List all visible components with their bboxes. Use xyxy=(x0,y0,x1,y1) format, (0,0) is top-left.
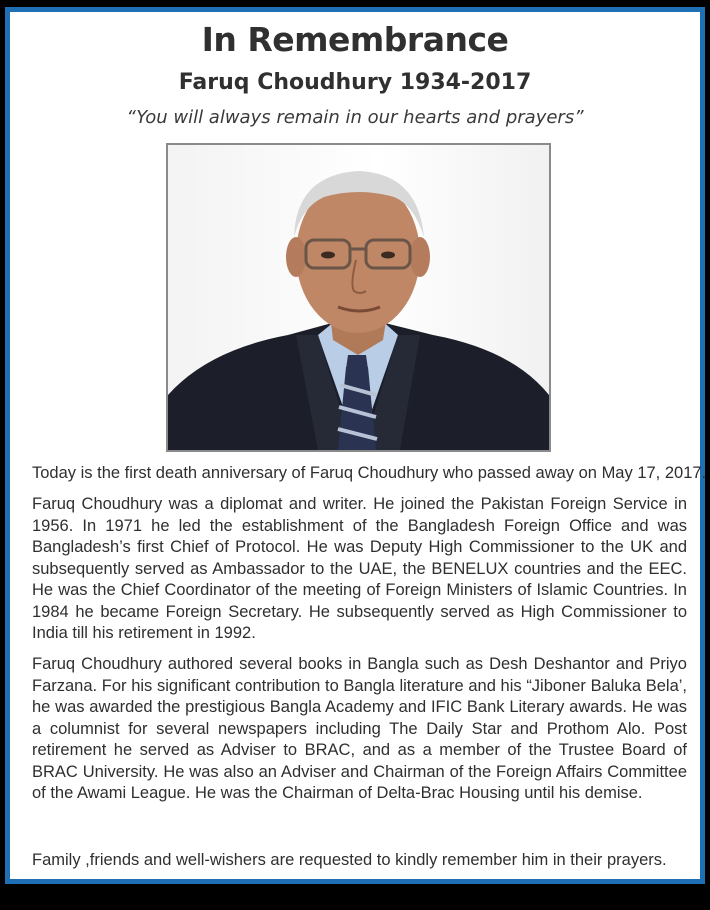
name-and-years: Faruq Choudhury 1934-2017 xyxy=(178,70,532,95)
portrait-photo xyxy=(166,143,551,452)
closing-request: Family ,friends and well-wishers are requested to kindly remember him in their prayers. xyxy=(32,851,667,869)
memorial-frame xyxy=(5,7,705,884)
memorial-quote: “You will always remain in our hearts and prayers” xyxy=(126,107,584,128)
tie-knot xyxy=(346,355,368,369)
right-eye xyxy=(381,252,395,259)
page-title: In Remembrance xyxy=(201,20,509,59)
career-paragraph: Faruq Choudhury was a diplomat and writer. He joined the Pakistan Foreign Service in 1956. In 1971 he led the establishment of the Bangladesh Foreign Office and was Bangladesh’s first Chief of Protocol. He was Deputy High Commissioner to the UK and subsequently served as Ambassador to the UAE, the BENELUX countries and the EEC. He was the Chief Coordinator of the meeting of Foreign Ministers of Islamic Countries. In 1984 he became Foreign Secretary. He subsequently served as High Commissioner to India till his retirement in 1992. xyxy=(32,495,687,642)
right-ear xyxy=(410,237,430,277)
portrait-illustration xyxy=(168,145,549,450)
literary-paragraph: Faruq Choudhury authored several books in Bangla such as Desh Deshantor and Priyo Farzana. For his significant contribution to Bangla literature and his “Jiboner Baluka Bela’, he was awarded the prestigious Bangla Academy and IFIC Bank Literary awards. He was a columnist for several newspapers including The Daily Star and Prothom Alo. Post retirement he served as Adviser to BRAC, and as a member of the Trustee Board of BRAC University. He was also an Adviser and Chairman of the Foreign Affairs Committee of the Awami League. He was the Chairman of Delta-Brac Housing until his demise. xyxy=(32,655,687,802)
anniversary-intro: Today is the first death anniversary of Faruq Choudhury who passed away on May 17, 2017. xyxy=(32,464,707,482)
left-eye xyxy=(321,252,335,259)
left-ear xyxy=(286,237,306,277)
